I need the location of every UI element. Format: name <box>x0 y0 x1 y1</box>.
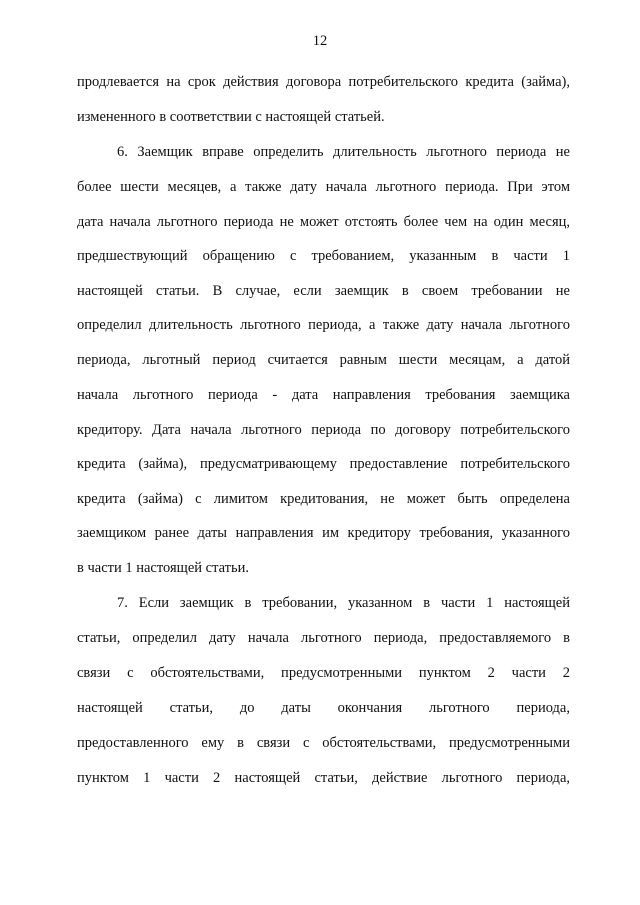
text-line: в части 1 настоящей статьи. <box>77 560 249 576</box>
text-line: более шести месяцев, а также дату начала льготного периода. При этом <box>77 179 570 195</box>
text-line: кредита (займа) с лимитом кредитования, не может быть определена <box>77 491 570 507</box>
text-line: настоящей статьи, до даты окончания льготного периода, <box>77 700 570 716</box>
text-line: определил длительность льготного периода, а также дату начала льготного <box>77 317 570 333</box>
text-line: связи с обстоятельствами, предусмотренными пунктом 2 части 2 <box>77 665 570 681</box>
page-number: 12 <box>312 33 328 49</box>
text-line: кредитору. Дата начала льготного периода по договору потребительского <box>77 422 570 438</box>
text-line: дата начала льготного периода не может отстоять более чем на один месяц, <box>77 214 570 230</box>
paragraph-7-start: 7. Если заемщик в требовании, указанном в части 1 настоящей <box>117 595 570 611</box>
text-line: кредита (займа), предусматривающему предоставление потребительского <box>77 456 570 472</box>
text-line: предоставленного ему в связи с обстоятельствами, предусмотренными <box>77 735 570 751</box>
text-line: пунктом 1 части 2 настоящей статьи, действие льготного периода, <box>77 770 570 786</box>
text-line: заемщиком ранее даты направления им кредитору требования, указанного <box>77 525 570 541</box>
text-line: предшествующий обращению с требованием, указанным в части 1 <box>77 248 570 264</box>
text-line: начала льготного периода - дата направления требования заемщика <box>77 387 570 403</box>
text-line: продлевается на срок действия договора потребительского кредита (займа), <box>77 74 570 90</box>
paragraph-6-start: 6. Заемщик вправе определить длительность льготного периода не <box>117 144 570 160</box>
text-line: измененного в соответствии с настоящей статьей. <box>77 109 385 125</box>
text-line: периода, льготный период считается равным шести месяцам, а датой <box>77 352 570 368</box>
text-line: статьи, определил дату начала льготного периода, предоставляемого в <box>77 630 570 646</box>
text-line: настоящей статьи. В случае, если заемщик в своем требовании не <box>77 283 570 299</box>
